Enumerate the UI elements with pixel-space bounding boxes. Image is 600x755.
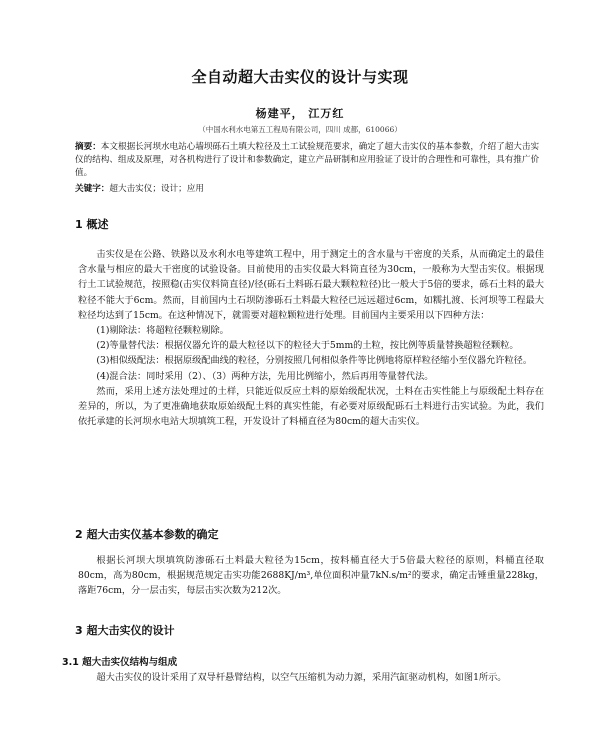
method-item-2: (2)等量替代法：根据仪器允许的最大粒径以下的粒径大于5mm的土粒，按比例等质量替换超粒径颗粒。 <box>96 340 519 352</box>
method-item-3: (3)相似级配法：根据原级配曲线的粒径，分别按照几何相似条件等比例地将原样粒径缩小至仪器允许粒径。 <box>96 355 533 367</box>
section-3-heading: 3 超大击实仪的设计 <box>75 624 175 637</box>
abstract-block <box>75 141 545 180</box>
keywords-text: 超大击实仪；设计；应用 <box>109 184 204 194</box>
section-2-paragraph: 根据长河坝大坝填筑防渗砾石土料最大粒径为15cm，按料桶直径大于5倍最大粒径的原则，料桶直径取80cm，高为80cm，根据规范规定击实功能2688KJ/m³,单位面积冲量7kN.s/m²的要求，确定击锤重量228kg，落距76cm，分一层击实，每层击实次数为212次。 <box>78 555 544 597</box>
subsection-3-1-body <box>78 670 544 685</box>
method-item-4: (4)混合法：同时采用（2）、（3）两种方法，先用比例缩小，然后再用等量替代法。 <box>96 370 434 382</box>
section-1-heading: 1 概述 <box>75 218 109 231</box>
section-1-body <box>78 247 544 429</box>
section-1-closing: 然而，采用上述方法处理过的土样，只能近似反应土料的原始级配状况，土料在击实性能上与原级配土料存在差异的，所以，为了更准确地获取原始级配土料的真实性能，有必要对原级配砾石土料进行击实试验。为此，我们依托承建的长河坝水电站大坝填筑工程，开发设计了料桶直径为80cm的超大击实仪。 <box>78 385 544 428</box>
abstract-text: 本文根据长河坝水电站心墙坝砾石土填大粒径及土工试验规范要求，确定了超大击实仪的基本参数，介绍了超大击实仪的结构、组成及原理，对各机构进行了设计和参数确定，建立产品研制和应用验证了设计的合理性和可靠性，具有推广价值。 <box>75 142 540 178</box>
keywords-block <box>75 182 545 194</box>
paper-title: 全自动超大击实仪的设计与实现 <box>191 68 409 86</box>
paper-affiliation: （中国水利水电第五工程局有限公司，四川 成都，610066） <box>198 125 402 134</box>
abstract-label: 摘要： <box>75 142 101 152</box>
keywords-label: 关键字： <box>75 184 110 194</box>
section-2-body <box>78 553 544 599</box>
paper-authors: 杨建平， 江万红 <box>255 107 345 120</box>
method-item-1: (1)剔除法：将超粒径颗粒剔除。 <box>96 325 229 337</box>
section-1-paragraph: 击实仪是在公路、铁路以及水利水电等建筑工程中，用于测定土的含水量与干密度的关系，从而确定土的最佳含水量与相应的最大干密度的试验设备。目前使用的击实仪最大料筒直径为30cm，一般称为大型击实仪。根据现行土工试验规范，按照稳(击实仪料筒直径)/径(砾石土料砾石最大颗粒粒径)比一般大于5倍的要求，砾石土料的最大粒径不能大于6cm。然而，目前国内土石坝防渗砾石土料最大粒径已远远超过6cm，如糯扎渡、长河坝等工程最大粒径均达到了15cm。在这种情况下，就需要对超粒颗粒进行处理。目前国内主要采用以下四种方法： <box>78 249 544 321</box>
subsection-3-1-heading: 3.1 超大击实仪结构与组成 <box>62 657 178 668</box>
subsection-3-1-paragraph: 超大击实仪的设计采用了双导杆悬臂结构，以空气压缩机为动力源，采用汽缸驱动机构，如图1所示。 <box>96 672 507 683</box>
section-2-heading: 2 超大击实仪基本参数的确定 <box>75 528 219 541</box>
